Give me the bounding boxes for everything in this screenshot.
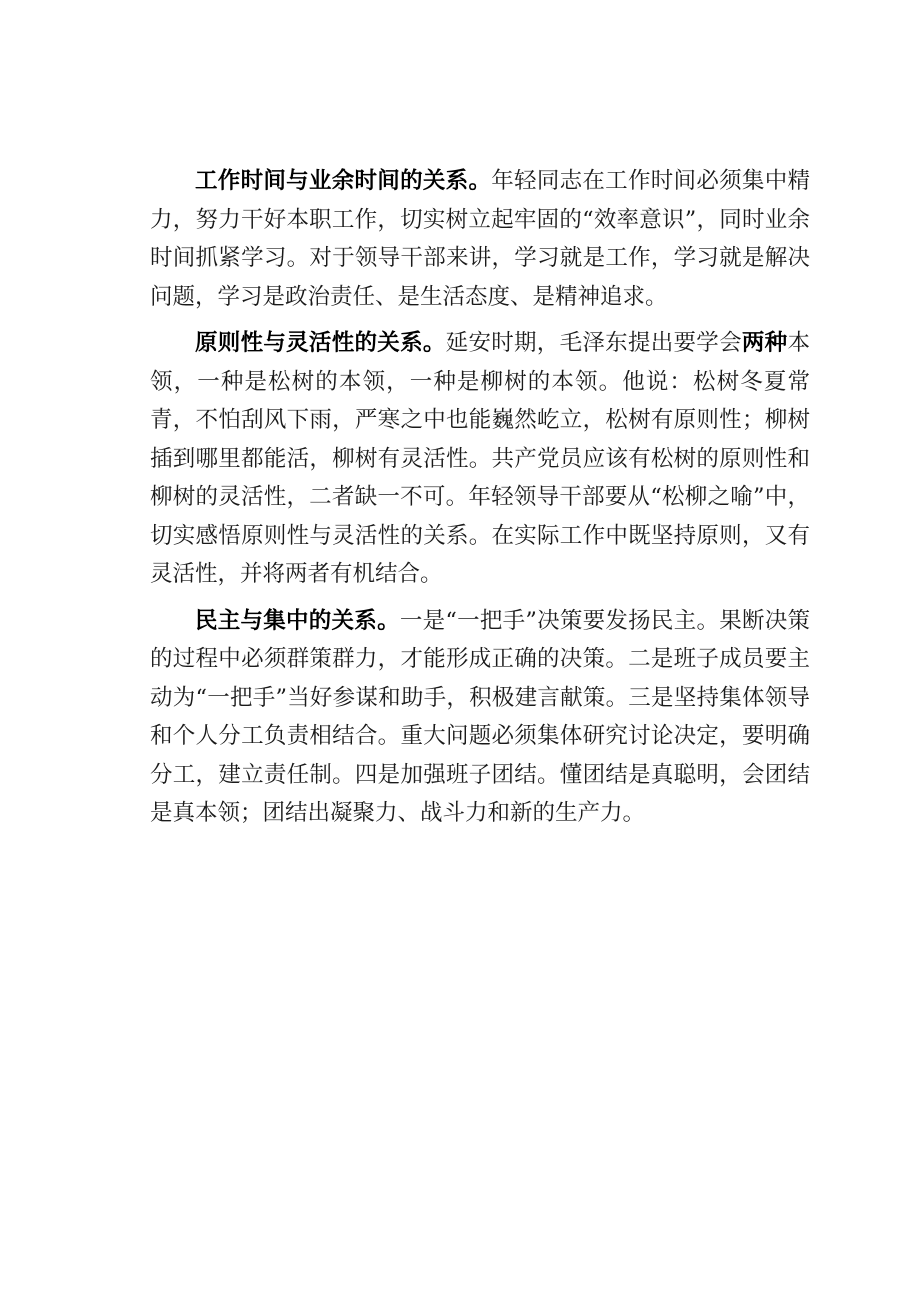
paragraph-heading: 工作时间与业余时间的关系。 <box>195 168 492 194</box>
emphasized-text: 两种 <box>741 330 788 356</box>
paragraph-work-and-leisure-time <box>150 162 810 316</box>
paragraph-text: 一是“一把手”决策要发扬民主。果断决策的过程中必须群策群力，才能形成正确的决策。二是班子成员要主动为“一把手”当好参谋和助手，积极建言献策。三是坚持集体领导和个人分工负责相结合。重大问题必须集体研究讨论决定，要明确分工，建立责任制。四是加强班子团结。懂团结是真聪明，会团结是真本领；团结出凝聚力、战斗力和新的生产力。 <box>150 607 810 826</box>
paragraph-heading: 民主与集中的关系。 <box>195 607 400 634</box>
paragraph-text: 本领，一种是松树的本领，一种是柳树的本领。他说：松树冬夏常青，不怕刮风下雨，严寒之中也能巍然屹立，松树有原则性；柳树插到哪里都能活，柳树有灵活性。共产党员应该有松树的原则性和柳树的灵活性，二者缺一不可。年轻领导干部要从“松柳之喻”中，切实感悟原则性与灵活性的关系。在实际工作中既坚持原则，又有灵活性，并将两者有机结合。 <box>150 330 810 587</box>
paragraph-heading: 原则性与灵活性的关系。 <box>195 330 446 356</box>
paragraph-principle-and-flexibility <box>150 324 810 594</box>
document-body <box>150 162 810 841</box>
paragraph-democracy-and-centralism <box>150 602 810 833</box>
paragraph-text: 延安时期，毛泽东提出要学会 <box>445 330 742 356</box>
paragraph-text: 年轻同志在工作时间必须集中精力，努力干好本职工作，切实树立起牢固的“效率意识”，同时业余时间抓紧学习。对于领导干部来讲，学习就是工作，学习就是解决问题，学习是政治责任、是生活态度、是精神追求。 <box>150 168 810 310</box>
